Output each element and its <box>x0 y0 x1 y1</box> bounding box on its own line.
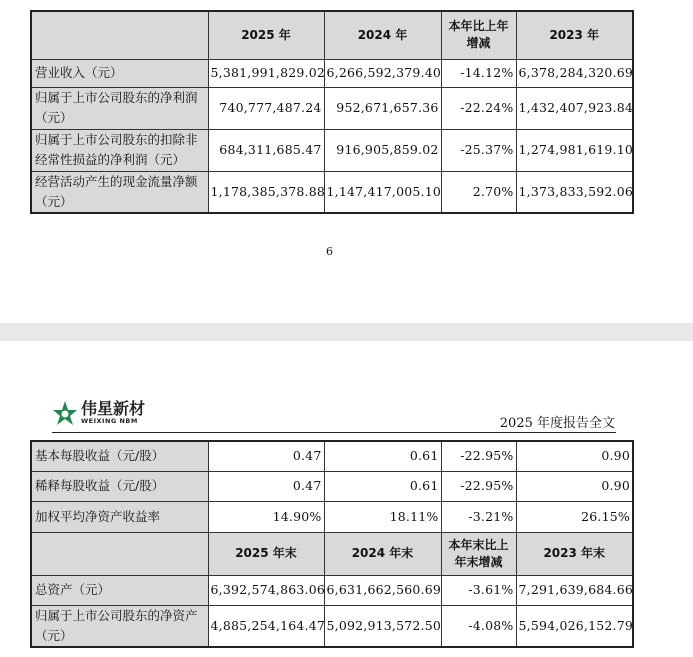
cell: -3.21% <box>441 501 516 532</box>
row-label: 稀释每股收益（元/股） <box>31 471 208 501</box>
cell: 1,373,833,592.06 <box>516 171 633 213</box>
cell: 6,392,574,863.06 <box>208 575 324 605</box>
logo-text-en: WEIXING NBM <box>81 417 138 425</box>
row-label: 加权平均净资产收益率 <box>31 501 208 532</box>
financial-table-income <box>30 10 634 214</box>
table-row <box>31 87 633 129</box>
table-row <box>31 59 633 87</box>
cell: 5,381,991,829.02 <box>208 59 324 87</box>
header-cell: 本年比上年增减 <box>441 11 516 59</box>
table-row <box>31 501 633 532</box>
star-logo-icon <box>52 400 78 426</box>
cell: 1,274,981,619.10 <box>516 129 633 171</box>
table-row <box>31 575 633 605</box>
table-header-row <box>31 11 633 59</box>
cell: 6,266,592,379.40 <box>324 59 441 87</box>
cell: 7,291,639,684.66 <box>516 575 633 605</box>
header-cell: 2024 年 <box>324 11 441 59</box>
row-label: 营业收入（元） <box>31 59 208 87</box>
cell: -22.24% <box>441 87 516 129</box>
cell: 5,594,026,152.79 <box>516 605 633 647</box>
cell: 0.47 <box>208 471 324 501</box>
row-label: 归属于上市公司股东的扣除非经常性损益的净利润（元） <box>31 129 208 171</box>
row-label: 基本每股收益（元/股） <box>31 441 208 471</box>
table-row <box>31 129 633 171</box>
cell: 14.90% <box>208 501 324 532</box>
cell: 6,378,284,320.69 <box>516 59 633 87</box>
cell: -22.95% <box>441 471 516 501</box>
page-separator <box>0 323 693 341</box>
cell: 952,671,657.36 <box>324 87 441 129</box>
company-logo <box>52 400 145 426</box>
table-row <box>31 471 633 501</box>
row-label: 经营活动产生的现金流量净额（元） <box>31 171 208 213</box>
table-header-row <box>31 532 633 575</box>
header-cell: 2023 年末 <box>516 532 633 575</box>
cell: 0.47 <box>208 441 324 471</box>
cell: 0.90 <box>516 471 633 501</box>
table-row <box>31 605 633 647</box>
cell: -25.37% <box>441 129 516 171</box>
table-row <box>31 441 633 471</box>
cell: -14.12% <box>441 59 516 87</box>
row-label: 归属于上市公司股东的净资产（元） <box>31 605 208 647</box>
header-cell <box>31 532 208 575</box>
cell: 2.70% <box>441 171 516 213</box>
header-divider <box>52 432 616 433</box>
cell: 0.61 <box>324 441 441 471</box>
cell: -22.95% <box>441 441 516 471</box>
cell: -4.08% <box>441 605 516 647</box>
header-cell: 2023 年 <box>516 11 633 59</box>
page-number: 6 <box>326 245 333 258</box>
header-cell: 2025 年末 <box>208 532 324 575</box>
logo-text-cn: 伟星新材 <box>81 399 146 418</box>
cell: 1,147,417,005.10 <box>324 171 441 213</box>
cell: 684,311,685.47 <box>208 129 324 171</box>
cell: 4,885,254,164.47 <box>208 605 324 647</box>
row-label: 总资产（元） <box>31 575 208 605</box>
cell: 740,777,487.24 <box>208 87 324 129</box>
table-row <box>31 171 633 213</box>
header-cell <box>31 11 208 59</box>
header-cell: 本年末比上年末增减 <box>441 532 516 575</box>
financial-table-per-share <box>30 440 634 648</box>
cell: 0.90 <box>516 441 633 471</box>
cell: 916,905,859.02 <box>324 129 441 171</box>
cell: 1,432,407,923.84 <box>516 87 633 129</box>
cell: 5,092,913,572.50 <box>324 605 441 647</box>
cell: 6,631,662,560.69 <box>324 575 441 605</box>
report-title: 2025 年度报告全文 <box>499 416 615 431</box>
cell: 1,178,385,378.88 <box>208 171 324 213</box>
row-label: 归属于上市公司股东的净利润（元） <box>31 87 208 129</box>
header-cell: 2025 年 <box>208 11 324 59</box>
cell: -3.61% <box>441 575 516 605</box>
cell: 26.15% <box>516 501 633 532</box>
cell: 18.11% <box>324 501 441 532</box>
header-cell: 2024 年末 <box>324 532 441 575</box>
cell: 0.61 <box>324 471 441 501</box>
